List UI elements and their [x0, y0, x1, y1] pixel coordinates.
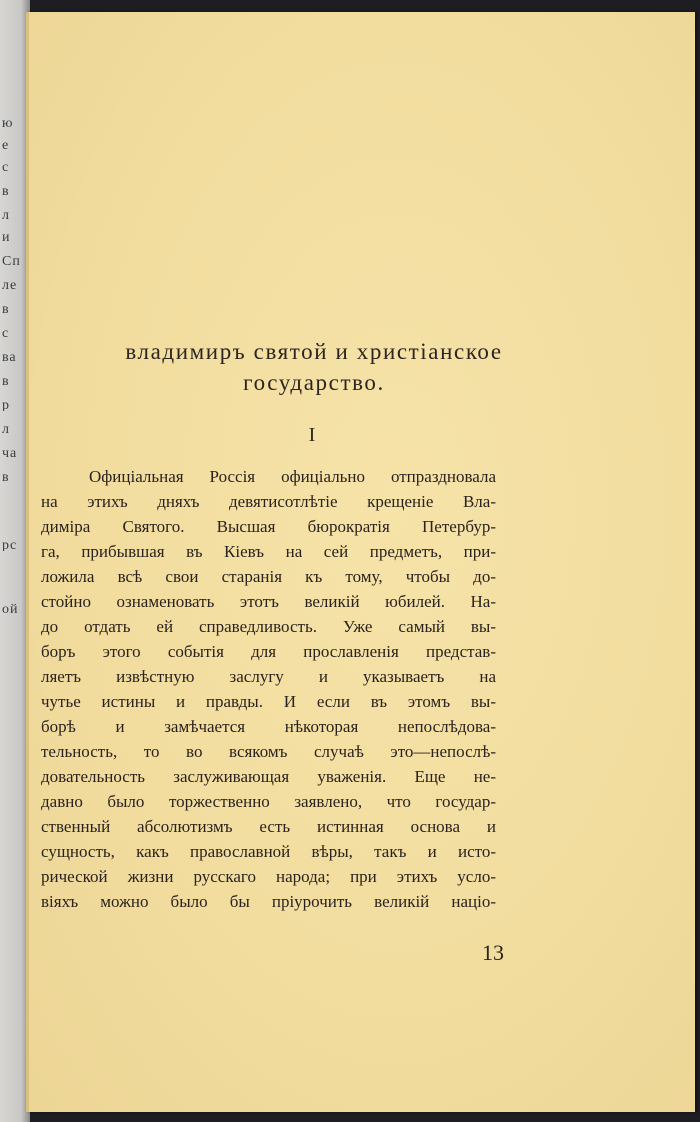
facing-page-fragment: Сп — [2, 256, 21, 267]
body-text-line: на этихъ дняхъ девятисотлѣтіе крещеніе Вла- — [41, 492, 496, 511]
body-text-line: ложила всѣ свои старанія къ тому, чтобы до- — [41, 567, 496, 586]
facing-page-fragment: рс — [2, 540, 18, 551]
facing-page-fragment: л — [2, 210, 10, 221]
facing-page-fragment: в — [2, 376, 10, 387]
body-text-line: до отдать ей справедливость. Уже самый вы- — [41, 617, 496, 636]
facing-page-fragment: е — [2, 140, 10, 151]
facing-page-fragment: в — [2, 186, 10, 197]
body-text-line: давно было торжественно заявлено, что государ- — [41, 792, 496, 811]
body-text-line: ляетъ извѣстную заслугу и указываетъ на — [41, 667, 496, 686]
facing-page-fragment: в — [2, 472, 10, 483]
facing-page-fragment: и — [2, 232, 11, 243]
body-text-line: довательность заслуживающая уваженія. Еще не- — [41, 767, 496, 786]
facing-page-fragment: ю — [2, 118, 14, 129]
body-text-line: Офиціальная Россія офиціально отпраздновала — [89, 467, 496, 486]
chapter-title-line-2: государство. — [243, 370, 385, 395]
facing-page-fragment: с — [2, 328, 10, 339]
facing-page-fragment: ча — [2, 448, 18, 459]
body-text-line: диміра Святого. Высшая бюрократія Петербур- — [41, 517, 496, 536]
facing-page-fragment: л — [2, 424, 10, 435]
body-text-line: сущность, какъ православной вѣры, такъ и исто- — [41, 842, 496, 861]
book-page — [26, 12, 695, 1112]
body-text-line: ственный абсолютизмъ есть истинная основа и — [41, 817, 496, 836]
facing-page-fragment: с — [2, 162, 10, 173]
body-text-line: рической жизни русскаго народа; при этихъ усло- — [41, 867, 496, 886]
chapter-title-line-1: владимиръ святой и христіанское — [125, 339, 503, 364]
facing-page-fragment: ва — [2, 352, 17, 363]
body-text-line: стойно ознаменовать этотъ великій юбилей. На- — [41, 592, 496, 611]
facing-page-fragment: ой — [2, 604, 19, 615]
facing-page-fragment: р — [2, 400, 10, 411]
body-text-line: чутье истины и правды. И если въ этомъ вы- — [41, 692, 496, 711]
body-text-line: боръ этого событія для прославленія представ- — [41, 642, 496, 661]
facing-page-fragment: ле — [2, 280, 18, 291]
facing-page-fragment: в — [2, 304, 10, 315]
body-text-line: тельность, то во всякомъ случаѣ это—непослѣ- — [41, 742, 496, 761]
body-text-line: га, прибывшая въ Кіевъ на сей предметъ, при- — [41, 542, 496, 561]
page-number: 13 — [482, 940, 504, 965]
section-number: I — [308, 424, 316, 446]
body-text-line: борѣ и замѣчается нѣкоторая непослѣдова- — [41, 717, 496, 736]
body-text-line: віяхъ можно было бы пріурочить великій націо- — [41, 892, 496, 911]
